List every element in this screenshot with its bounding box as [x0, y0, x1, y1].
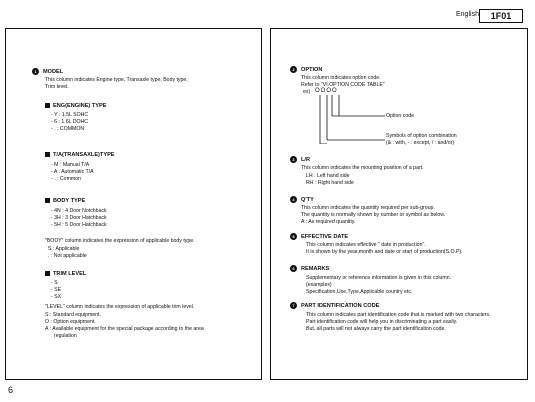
number-badge-7: 7 [290, 302, 297, 309]
trim-item-1: - S [51, 280, 58, 286]
trim-note: "LEVEL" column indicates the expression of applicable trim level. [45, 304, 195, 310]
number-badge-5: 5 [290, 233, 297, 240]
option-heading: 2 OPTION [290, 66, 322, 73]
qty-desc-1: This column indicates the quantity required per sub-group. [301, 205, 435, 211]
trim-note-item-2: O : Option equipment. [45, 319, 96, 325]
number-badge-4: 4 [290, 196, 297, 203]
eng-item-3: - . : COMMON [51, 126, 85, 132]
body-note-item-2: . : Not applicable [48, 253, 87, 259]
body-type-heading: BODY TYPE [45, 198, 85, 204]
body-item-2: - 3H : 3 Door Hatchback [51, 215, 107, 221]
trim-item-2: - SE [51, 287, 62, 293]
remarks-heading: 6 REMARKS [290, 265, 329, 272]
option-desc-1: This column indicates option code. [301, 75, 381, 81]
part-id-heading: 7 PART IDENTIFICATION CODE [290, 302, 379, 309]
remarks-desc-1: Supplementary or reference information is given in this column. [306, 275, 452, 281]
trim-note-item-3: A : Available equipment for the special package according to the area [45, 326, 204, 332]
number-badge-1: 1 [32, 68, 39, 75]
option-example-label: ex) [303, 89, 311, 95]
ta-item-1: - M : Manual T/A [51, 162, 90, 168]
option-code-diagram [318, 94, 388, 144]
option-symbols-label-1: Symbols of option combination [386, 133, 457, 139]
part-id-desc-1: This column indicates part identification code that is marked with two characters. [306, 312, 491, 318]
body-note-item-1: S : Applicable [48, 246, 80, 252]
number-badge-2: 2 [290, 66, 297, 73]
trim-level-heading: TRIM LEVEL [45, 271, 86, 277]
bullet-square-icon [45, 103, 50, 108]
trim-item-3: - SX [51, 294, 62, 300]
effective-desc-2: It is shown by the year,month and date or start of production(S.O.P). [306, 249, 463, 255]
number-badge-3: 3 [290, 156, 297, 163]
language-label: English [456, 11, 479, 18]
effective-desc-1: This column indicates effective " date in production". [306, 242, 426, 248]
lr-desc-3: RH : Right hand side [306, 180, 354, 186]
number-badge-6: 6 [290, 265, 297, 272]
ta-type-heading: T/A(TRANSAXLE)TYPE [45, 152, 115, 158]
remarks-desc-3: Specification,Use,Type,Applicable country etc. [306, 289, 413, 295]
qty-desc-2: The quantity is normally shown by number or symbol as below. [301, 212, 446, 218]
eng-item-2: - 6 : 1.6L DOHC [51, 119, 88, 125]
model-heading: 1 MODEL [32, 68, 63, 75]
qty-heading: 4 Q'TY [290, 196, 314, 203]
effective-date-heading: 5 EFFECTIVE DATE [290, 233, 348, 240]
page-number: 6 [8, 385, 14, 395]
option-desc-2: Refer to "VI.OPTION CODE TABLE" [301, 82, 385, 88]
option-symbols-label-2: (& : with, - : except, / : and/or) [386, 140, 455, 146]
ta-item-3: - . : Common [51, 176, 81, 182]
bullet-square-icon [45, 152, 50, 157]
body-item-3: - 5H : 5 Door Hatchback [51, 222, 107, 228]
trim-note-item-4: regulation [54, 333, 77, 339]
model-desc-1: This column indicates Engine type, Transaxle type, Body type, [45, 77, 188, 83]
bullet-square-icon [45, 271, 50, 276]
bullet-square-icon [45, 198, 50, 203]
body-item-1: - 4N : 4 Door Notchback [51, 208, 107, 214]
option-code-label: Option code [386, 113, 414, 119]
remarks-desc-2: (examples) [306, 282, 332, 288]
eng-item-1: - Y : 1.5L SOHC [51, 112, 89, 118]
option-code-circles: OOOO [315, 88, 338, 94]
section-code-badge: 1F01 [479, 9, 523, 23]
trim-note-item-1: S : Standard equipment. [45, 312, 101, 318]
eng-type-heading: ENG(ENGINE) TYPE [45, 103, 106, 109]
qty-desc-3: A : As required quantity. [301, 219, 356, 225]
lr-desc-2: LH : Left hand side [306, 173, 350, 179]
lr-desc-1: This column indicates the mounting position of a part. [301, 165, 424, 171]
ta-item-2: - A : Automatic T/A [51, 169, 94, 175]
part-id-desc-3: But, all parts will not always carry the part identification code. [306, 326, 446, 332]
lr-heading: 3 L/R [290, 156, 310, 163]
body-note: "BODY" column indicates the expression of applicable body type. [45, 238, 195, 244]
model-desc-2: Trim level. [45, 84, 69, 90]
part-id-desc-2: Part identification code will help you in discriminating a part easily. [306, 319, 458, 325]
